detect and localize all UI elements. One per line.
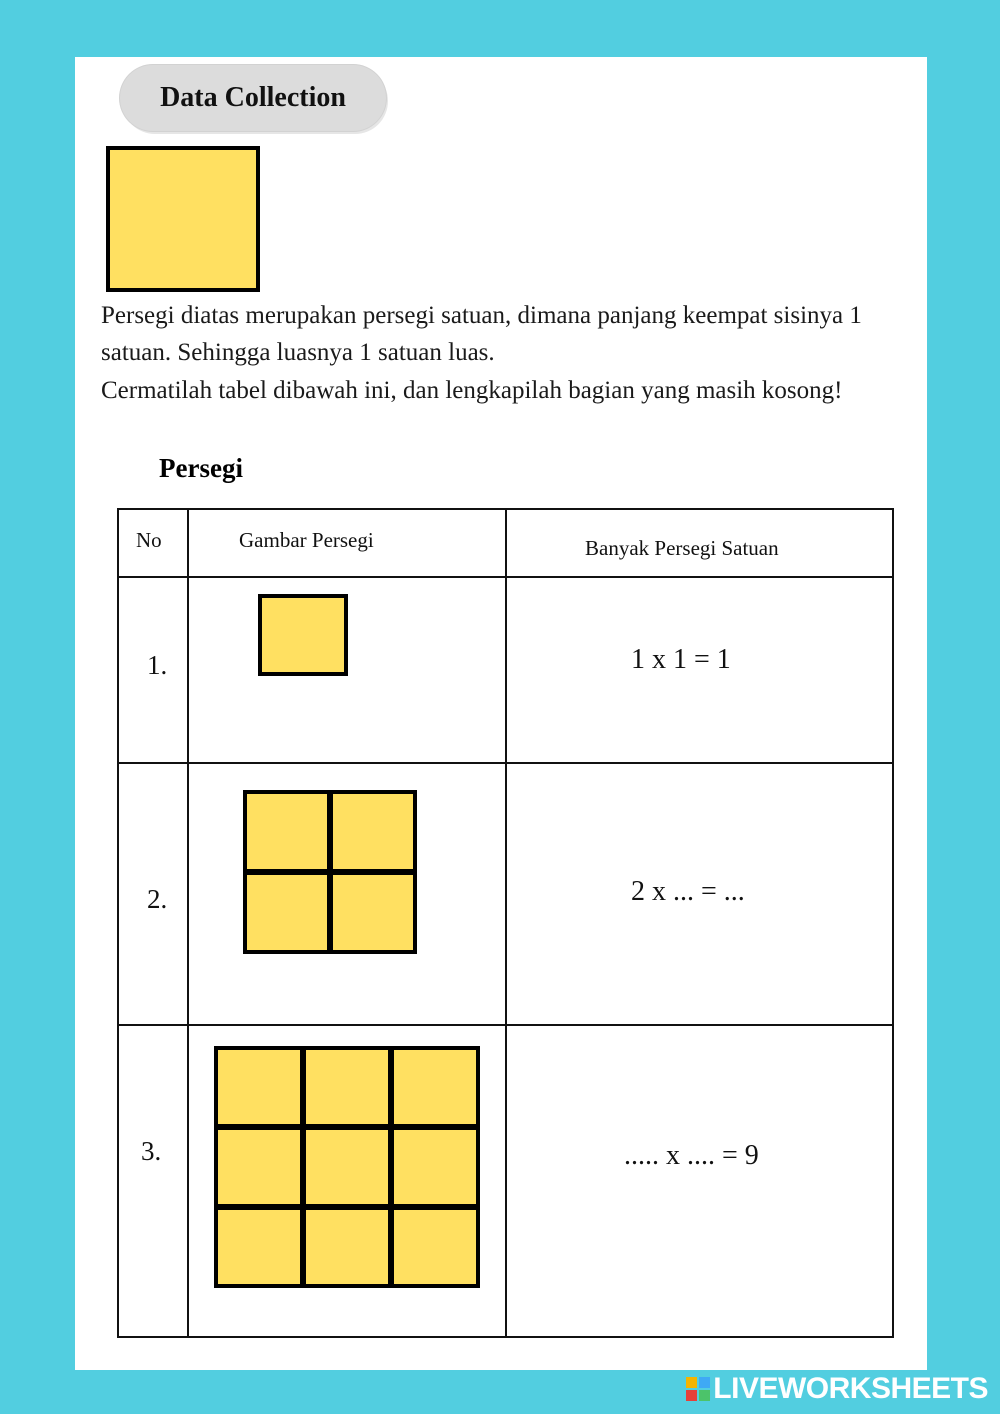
instruction-paragraph: Cermatilah tabel dibawah ini, dan lengkapilah bagian yang masih kosong! — [101, 377, 843, 404]
row-number-cell — [118, 577, 188, 763]
unit-square-cell — [262, 598, 344, 672]
square-3x3 — [214, 1046, 480, 1288]
unit-square-cell — [306, 1130, 388, 1204]
unit-square-cell — [394, 1050, 476, 1124]
worksheet-page — [75, 57, 927, 1370]
table-row — [118, 1025, 893, 1337]
row-equation: 2 x ... = ... — [631, 876, 745, 907]
row-number: 3. — [141, 1136, 162, 1166]
liveworksheets-watermark — [686, 1372, 988, 1406]
square-2x2 — [243, 790, 417, 954]
header-no-label: No — [136, 528, 162, 552]
header-no — [118, 509, 188, 577]
section-title: Persegi — [159, 453, 243, 483]
row-picture-cell — [188, 1025, 506, 1337]
unit-square-cell — [247, 794, 327, 869]
unit-square-cell — [247, 875, 327, 950]
header-picture — [188, 509, 506, 577]
square-table — [117, 508, 894, 1338]
section-badge: Data Collection — [120, 65, 386, 131]
row-equation: 1 x 1 = 1 — [631, 644, 731, 675]
unit-square-cell — [394, 1130, 476, 1204]
unit-square-cell — [218, 1210, 300, 1284]
row-number-cell — [118, 1025, 188, 1337]
table-row — [118, 763, 893, 1025]
unit-square-cell — [306, 1210, 388, 1284]
liveworksheets-logo-icon — [686, 1377, 710, 1401]
unit-square-cell — [333, 794, 413, 869]
intro-paragraph: Persegi diatas merupakan persegi satuan, dimana panjang keempat sisinya 1 satuan. Sehingga luasnya 1 satuan luas. — [101, 302, 862, 366]
unit-square-illustration — [106, 146, 260, 292]
header-picture-label: Gambar Persegi — [239, 528, 374, 552]
row-picture-cell — [188, 763, 506, 1025]
unit-square-cell — [394, 1210, 476, 1284]
row-equation-cell — [506, 1025, 893, 1337]
row-equation-cell — [506, 577, 893, 763]
row-equation-cell — [506, 763, 893, 1025]
square-1x1 — [258, 594, 348, 676]
watermark-text: LIVEWORKSHEETS — [713, 1372, 988, 1405]
row-picture-cell — [188, 577, 506, 763]
table-row — [118, 577, 893, 763]
unit-square-cell — [333, 875, 413, 950]
unit-square-cell — [218, 1050, 300, 1124]
unit-square-cell — [218, 1130, 300, 1204]
unit-square-cell — [306, 1050, 388, 1124]
row-number: 1. — [147, 650, 168, 680]
row-number: 2. — [147, 884, 168, 914]
table-header-row — [118, 509, 893, 577]
row-equation: ..... x .... = 9 — [624, 1140, 759, 1171]
header-count — [506, 509, 893, 577]
header-count-label: Banyak Persegi Satuan — [585, 536, 779, 560]
row-number-cell — [118, 763, 188, 1025]
